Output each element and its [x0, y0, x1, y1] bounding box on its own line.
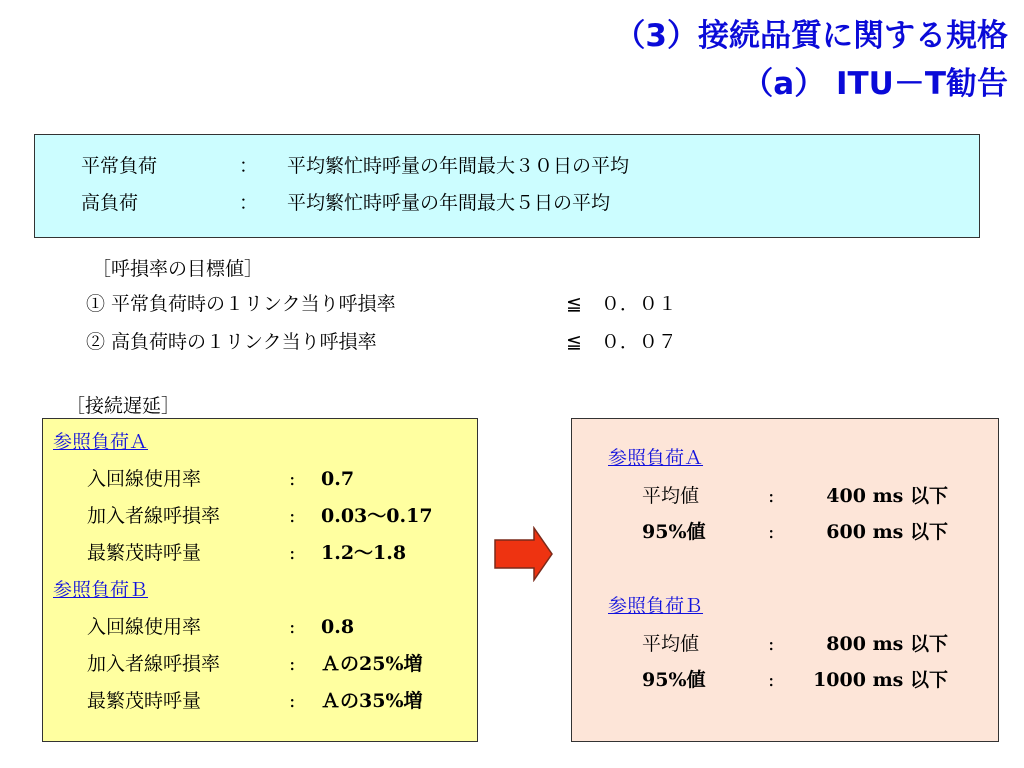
condition-key: 加入者線呼損率 [87, 653, 221, 675]
loss-target-value-normal: ≦ ０．０１ [566, 293, 677, 315]
loss-target-item-high: ② 高負荷時の１リンク当り呼損率 [86, 331, 377, 353]
condition-value: 0.8 [321, 616, 355, 638]
ref-load-a-link[interactable]: 参照負荷Ａ [608, 447, 704, 469]
result-colon: : [768, 633, 775, 655]
load-name: 高負荷 [81, 192, 139, 214]
load-colon: ： [239, 192, 259, 214]
ref-load-b-link[interactable]: 参照負荷Ｂ [53, 579, 149, 601]
result-value: 400 ms 以下 [826, 485, 948, 507]
title-line-1: （3）接続品質に関する規格 [614, 18, 1008, 54]
load-definition-box [34, 134, 980, 238]
condition-value: Ａの25%増 [321, 653, 423, 675]
condition-value: 0.03～0.17 [321, 505, 433, 527]
condition-colon: : [289, 616, 296, 638]
ref-load-b-link[interactable]: 参照負荷Ｂ [608, 595, 704, 617]
load-description: 平均繁忙時呼量の年間最大５日の平均 [287, 192, 611, 214]
condition-key: 最繁茂時呼量 [87, 690, 202, 712]
condition-value: 1.2～1.8 [321, 542, 407, 564]
loss-target-heading: ［呼損率の目標値］ [92, 258, 264, 280]
result-key: 平均値 [642, 485, 700, 507]
result-colon: : [768, 669, 775, 691]
load-colon: ： [239, 155, 259, 177]
loss-target-value-high: ≦ ０．０７ [566, 331, 677, 353]
ref-load-a-link[interactable]: 参照負荷Ａ [53, 431, 149, 453]
connection-delay-heading: ［接続遅延］ [66, 395, 181, 417]
result-colon: : [768, 485, 775, 507]
condition-key: 最繁茂時呼量 [87, 542, 202, 564]
condition-key: 入回線使用率 [87, 468, 202, 490]
condition-colon: : [289, 468, 296, 490]
loss-target-item-normal: ① 平常負荷時の１リンク当り呼損率 [86, 293, 396, 315]
result-key: 95%値 [642, 521, 706, 543]
result-key: 95%値 [642, 669, 706, 691]
reference-load-conditions-box [42, 418, 478, 742]
condition-key: 加入者線呼損率 [87, 505, 221, 527]
result-value: 1000 ms 以下 [813, 669, 948, 691]
condition-value: 0.7 [321, 468, 355, 490]
load-name: 平常負荷 [81, 155, 158, 177]
condition-key: 入回線使用率 [87, 616, 202, 638]
result-value: 600 ms 以下 [826, 521, 948, 543]
condition-colon: : [289, 542, 296, 564]
load-description: 平均繁忙時呼量の年間最大３０日の平均 [287, 155, 630, 177]
condition-colon: : [289, 505, 296, 527]
right-arrow-icon [494, 526, 554, 582]
result-value: 800 ms 以下 [826, 633, 948, 655]
delay-results-box [571, 418, 999, 742]
condition-value: Ａの35%増 [321, 690, 423, 712]
result-key: 平均値 [642, 633, 700, 655]
title-line-2: （a） ITU－T勧告 [742, 66, 1008, 102]
condition-colon: : [289, 653, 296, 675]
condition-colon: : [289, 690, 296, 712]
result-colon: : [768, 521, 775, 543]
